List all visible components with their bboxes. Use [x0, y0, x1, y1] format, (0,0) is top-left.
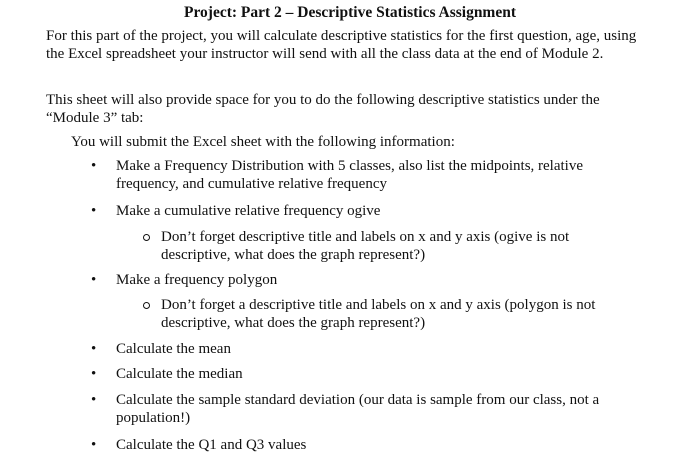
- subitem-ogive-title: [161, 228, 621, 264]
- list-item-frequency-distribution: [91, 157, 626, 193]
- document-title: Project: Part 2 – Descriptive Statistics Assignment: [183, 4, 517, 21]
- list-item-mean: [91, 340, 626, 358]
- intro-paragraph: For this part of the project, you will calculate descriptive statistics for the first question, age, using the Excel spreadsheet your instructor will send with all the class data at the end of Module 2.: [46, 28, 637, 62]
- list-item-text: Make a cumulative relative frequency ogive: [116, 203, 381, 219]
- list-item-median: [91, 365, 626, 383]
- subitem-text: Don’t forget a descriptive title and labels on x and y axis (polygon is not descriptive, what does the graph represent?): [161, 297, 596, 331]
- list-item-text: Make a frequency polygon: [116, 272, 278, 288]
- bullet-icon: •: [91, 158, 97, 174]
- list-item-polygon: [91, 271, 626, 289]
- hollow-circle-bullet-icon: [143, 302, 150, 309]
- list-item-text: Calculate the Q1 and Q3 values: [116, 437, 307, 453]
- hollow-circle-bullet-icon: [143, 234, 150, 241]
- bullet-icon: •: [91, 341, 97, 357]
- bullet-icon: •: [91, 437, 97, 453]
- module-paragraph: This sheet will also provide space for you to do the following descriptive statistics under the “Module 3” tab:: [46, 92, 600, 126]
- list-item-text: Calculate the mean: [116, 341, 231, 357]
- list-item-standard-deviation: [91, 391, 626, 427]
- subitem-polygon-title: [161, 296, 621, 332]
- list-item-text: Calculate the sample standard deviation (our data is sample from our class, not a population!): [116, 392, 600, 426]
- bullet-icon: •: [91, 392, 97, 408]
- list-item-text: Calculate the median: [116, 366, 243, 382]
- submission-lead-in: You will submit the Excel sheet with the following information:: [71, 134, 455, 150]
- bullet-icon: •: [91, 272, 97, 288]
- list-item-text: Make a Frequency Distribution with 5 classes, also list the midpoints, relative frequency, and cumulative relative frequency: [116, 158, 583, 192]
- subitem-text: Don’t forget descriptive title and labels on x and y axis (ogive is not descriptive, what does the graph represent?): [161, 229, 570, 263]
- bullet-icon: •: [91, 203, 97, 219]
- bullet-icon: •: [91, 366, 97, 382]
- list-item-ogive: [91, 202, 626, 220]
- list-item-quartiles: [91, 436, 626, 454]
